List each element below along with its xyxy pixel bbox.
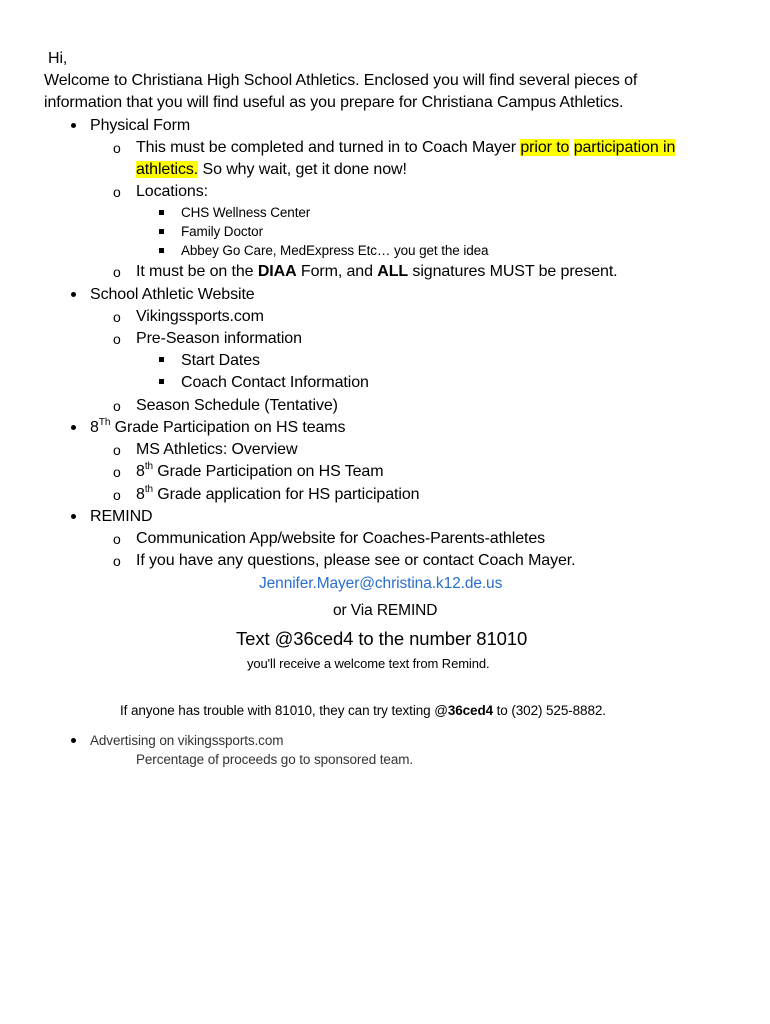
website-site: Vikingssports.com (136, 308, 264, 325)
physical-item-1-line-1: This must be completed and turned in to Coach Mayer prior to participation in (136, 139, 676, 156)
grade8-application: 8th Grade application for HS participation (136, 483, 420, 503)
preseason-info: Pre-Season information (136, 330, 302, 347)
location-item: Family Doctor (181, 224, 263, 239)
intro-line-2: information that you will find useful as you prepare for Christiana Campus Athletics. (44, 94, 624, 111)
bullet-disc-icon (71, 425, 76, 430)
highlight-participation-in: participation in (573, 139, 676, 156)
bullet-square-icon (159, 229, 164, 234)
website-heading: School Athletic Website (90, 286, 255, 303)
grade8-participation: 8th Grade Participation on HS Team (136, 460, 384, 480)
grade8-overview: MS Athletics: Overview (136, 441, 298, 458)
bullet-disc-icon (71, 123, 76, 128)
coach-email-link[interactable]: Jennifer.Mayer@christina.k12.de.us (259, 575, 503, 592)
highlight-prior-to: prior to (520, 139, 570, 156)
bullet-circle-icon: o (113, 184, 121, 200)
bullet-circle-icon: o (113, 331, 121, 347)
location-item: CHS Wellness Center (181, 205, 311, 220)
remind-item-2: If you have any questions, please see or contact Coach Mayer. (136, 552, 576, 569)
bullet-square-icon (159, 357, 164, 362)
remind-welcome: you'll receive a welcome text from Remind. (247, 656, 490, 671)
greeting: Hi, (48, 50, 68, 67)
bullet-circle-icon: o (113, 531, 121, 547)
bullet-square-icon (159, 379, 164, 384)
physical-item-1-line-2: athletics. So why wait, get it done now! (136, 161, 407, 178)
bullet-circle-icon: o (113, 398, 121, 414)
locations-label: Locations: (136, 183, 208, 200)
physical-item-3: It must be on the DIAA Form, and ALL signatures MUST be present. (136, 263, 618, 280)
location-item: Abbey Go Care, MedExpress Etc… you get the idea (181, 243, 489, 258)
remind-text-instruction: Text @36ced4 to the number 81010 (236, 628, 528, 649)
bullet-circle-icon: o (113, 140, 121, 156)
remind-heading: REMIND (90, 508, 153, 525)
intro-line-1: Welcome to Christiana High School Athletics. Enclosed you will find several pieces of (44, 72, 638, 89)
bullet-square-icon (159, 248, 164, 253)
bullet-circle-icon: o (113, 487, 121, 503)
advertising-heading: Advertising on vikingssports.com (90, 733, 284, 748)
remind-trouble-note: If anyone has trouble with 81010, they can try texting @36ced4 to (302) 525-8882. (120, 703, 606, 718)
bullet-circle-icon: o (113, 264, 121, 280)
bullet-square-icon (159, 210, 164, 215)
highlight-athletics: athletics. (136, 161, 199, 178)
grade8-heading: 8Th Grade Participation on HS teams (90, 416, 346, 436)
bullet-disc-icon (71, 738, 76, 743)
remind-via: or Via REMIND (333, 602, 438, 619)
physical-form-heading: Physical Form (90, 117, 191, 134)
remind-item-1: Communication App/website for Coaches-Parents-athletes (136, 530, 546, 547)
bullet-circle-icon: o (113, 464, 121, 480)
preseason-item: Start Dates (181, 352, 260, 369)
bullet-disc-icon (71, 514, 76, 519)
bullet-disc-icon (71, 292, 76, 297)
bullet-circle-icon: o (113, 309, 121, 325)
bullet-circle-icon: o (113, 442, 121, 458)
advertising-desc: Percentage of proceeds go to sponsored team. (136, 752, 414, 767)
season-schedule: Season Schedule (Tentative) (136, 397, 338, 414)
bullet-circle-icon: o (113, 553, 121, 569)
preseason-item: Coach Contact Information (181, 374, 369, 391)
